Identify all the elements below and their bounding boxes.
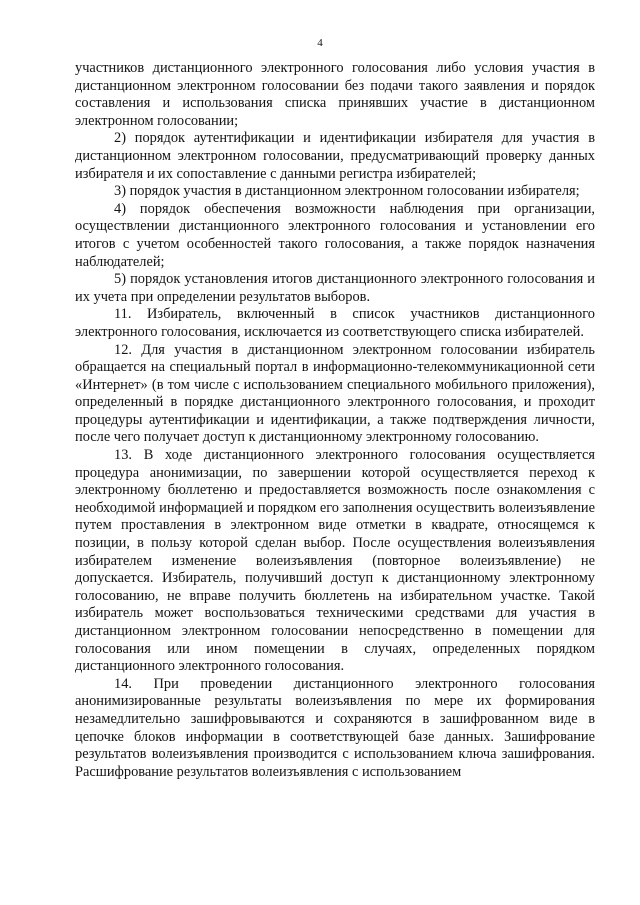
document-body — [75, 60, 595, 781]
paragraph-clause-13: 13. В ходе дистанционного электронного голосования осуществляется процедура анонимизации, по завершении которой осуществляется переход к электронному бюллетеню и предоставляется возможность после ознакомления с необходимой информацией и порядком его заполнения осуществить волеизъявление путем проставления в электронном виде отметки в квадрате, относящемся к позиции, в пользу которой сделан выбор. После осуществления волеизъявления избирателем изменение волеизъявления (повторное волеизъявление) не допускается. Избиратель, получивший доступ к дистанционному электронному голосованию, не вправе получить бюллетень на избирательном участке. Такой избиратель может воспользоваться техническими средствами для участия в дистанционном электронном голосовании непосредственно в помещении для голосования или ином помещении в случаях, определенных порядком дистанционного электронного голосования. — [75, 447, 595, 675]
paragraph-item-2: 2) порядок аутентификации и идентификации избирателя для участия в дистанционном электронном голосовании, предусматривающий проверку данных избирателя и их сопоставление с данными регистра избирателей; — [75, 130, 595, 182]
paragraph-item-3: 3) порядок участия в дистанционном электронном голосовании избирателя; — [114, 183, 580, 200]
paragraph-continuation: участников дистанционного электронного голосования либо условия участия в дистанционном электронном голосовании без подачи такого заявления и порядок составления и использования списка принявших участие в дистанционном электронном голосовании; — [75, 60, 595, 129]
paragraph-clause-14: 14. При проведении дистанционного электронного голосования анонимизированные результаты волеизъявления по мере их формирования незамедлительно зашифровываются и сохраняются в зашифрованном виде в цепочке блоков информации в соответствующей базе данных. Зашифрование результатов волеизъявления производится с использованием ключа зашифрования. Расшифрование результатов волеизъявления с использованием — [75, 675, 595, 780]
page-number: 4 — [317, 37, 323, 49]
paragraph-clause-12: 12. Для участия в дистанционном электронном голосовании избиратель обращается на специальный портал в информационно-телекоммуникационной сети «Интернет» (в том числе с использованием специального мобильного приложения), определенный в порядке дистанционного электронного голосования, и проходит процедуры аутентификации и идентификации, а также подтверждения личности, после чего получает доступ к дистанционному электронному голосованию. — [75, 341, 595, 446]
paragraph-clause-11: 11. Избиратель, включенный в список участников дистанционного электронного голосования, исключается из соответствующего списка избирателей. — [75, 306, 595, 340]
paragraph-item-4: 4) порядок обеспечения возможности наблюдения при организации, осуществлении дистанционного электронного голосования и установлении его итогов с учетом особенностей такого голосования, а также порядок назначения наблюдателей; — [75, 200, 595, 270]
paragraph-item-5: 5) порядок установления итогов дистанционного электронного голосования и их учета при определении результатов выборов. — [75, 271, 595, 305]
